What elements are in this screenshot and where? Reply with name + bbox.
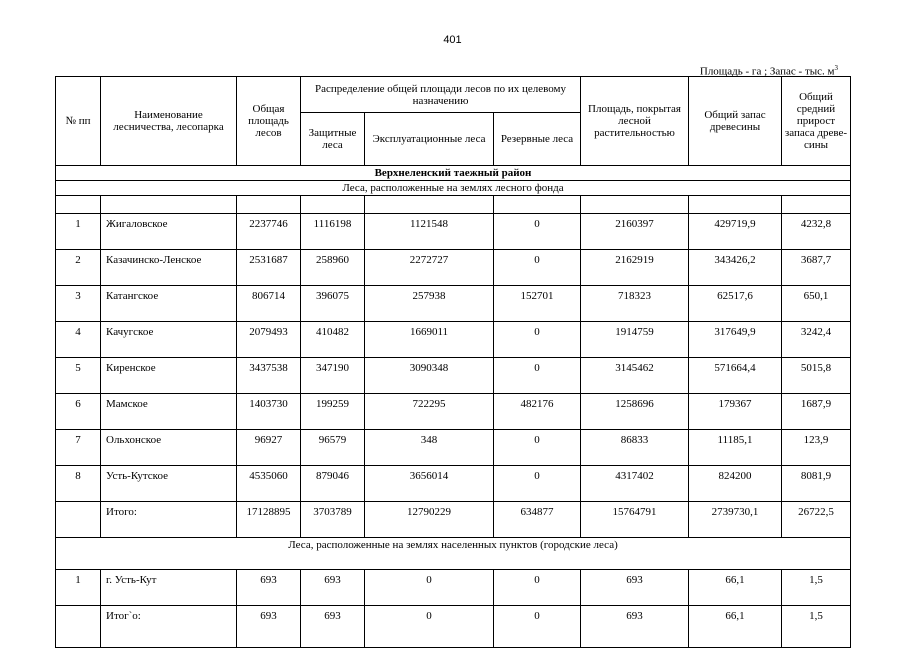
total-row [56,502,851,538]
units-superscript: 3 [834,64,838,72]
cell-name: Итого: [101,502,237,538]
header-operational: Эксплуатационные леса [365,113,494,166]
cell-operational: 0 [365,570,494,606]
cell-forest-covered: 1258696 [581,394,689,430]
cell-total-area: 2531687 [237,250,301,286]
cell-name: Казачинско-Ленское [101,250,237,286]
cell-num [56,502,101,538]
cell-name: Качугское [101,322,237,358]
cell-total-area: 17128895 [237,502,301,538]
region-title [56,166,851,181]
cell-forest-covered: 693 [581,606,689,648]
cell-total-area: 3437538 [237,358,301,394]
cell-name: Киренское [101,358,237,394]
cell-operational: 3090348 [365,358,494,394]
cell-operational: 12790229 [365,502,494,538]
cell-growth: 26722,5 [782,502,851,538]
cell-total-stock: 66,1 [689,570,782,606]
cell-total-stock: 317649,9 [689,322,782,358]
cell-forest-covered: 86833 [581,430,689,466]
cell-reserve: 152701 [494,286,581,322]
cell-operational: 722295 [365,394,494,430]
cell-operational: 257938 [365,286,494,322]
cell-name: Ольхонское [101,430,237,466]
cell-forest-covered: 1914759 [581,322,689,358]
cell-total-stock: 179367 [689,394,782,430]
header-protective: Защитные леса [301,113,365,166]
table-row [56,286,851,322]
cell-growth: 650,1 [782,286,851,322]
table-header [56,77,851,166]
cell-operational: 348 [365,430,494,466]
cell-reserve: 0 [494,606,581,648]
cell-forest-covered: 2162919 [581,250,689,286]
cell-reserve: 0 [494,570,581,606]
cell-num: 1 [56,570,101,606]
cell-num: 2 [56,250,101,286]
header-total-area: Общая площадь лесов [237,77,301,166]
cell-growth: 8081,9 [782,466,851,502]
cell-growth: 3242,4 [782,322,851,358]
table-row [56,394,851,430]
section1-title: Леса, расположенные на землях лесного фонда [56,181,851,196]
cell-total-area: 96927 [237,430,301,466]
table-row [56,466,851,502]
cell-growth: 4232,8 [782,214,851,250]
header-distribution: Распределение общей площади лесов по их целевому назначению [301,77,581,113]
cell-operational: 1121548 [365,214,494,250]
cell-forest-covered: 718323 [581,286,689,322]
cell-total-stock: 2739730,1 [689,502,782,538]
cell-protective: 396075 [301,286,365,322]
cell-num: 6 [56,394,101,430]
cell-total-stock: 571664,4 [689,358,782,394]
header-num: № пп [56,77,101,166]
cell-growth: 1687,9 [782,394,851,430]
cell-num: 5 [56,358,101,394]
cell-reserve: 0 [494,466,581,502]
page-number: 401 [443,34,462,46]
cell-operational: 2272727 [365,250,494,286]
cell-protective: 258960 [301,250,365,286]
cell-num [56,606,101,648]
cell-name: Усть-Кутское [101,466,237,502]
cell-num: 4 [56,322,101,358]
table-body [56,166,851,648]
cell-name: Итог`о: [101,606,237,648]
cell-total-stock: 11185,1 [689,430,782,466]
cell-operational: 3656014 [365,466,494,502]
region-title-text: Верхнеленский таежный район [374,167,532,179]
cell-total-stock: 429719,9 [689,214,782,250]
table-row [56,214,851,250]
cell-total-area: 2237746 [237,214,301,250]
cell-operational: 0 [365,606,494,648]
cell-total-area: 693 [237,570,301,606]
cell-name: г. Усть-Кут [101,570,237,606]
cell-protective: 347190 [301,358,365,394]
cell-protective: 693 [301,606,365,648]
cell-total-area: 4535060 [237,466,301,502]
table-row [56,570,851,606]
cell-operational: 1669011 [365,322,494,358]
cell-num: 3 [56,286,101,322]
cell-protective: 1116198 [301,214,365,250]
header-forest-covered: Площадь, покрытая лесной растительностью [581,77,689,166]
table-row [56,430,851,466]
total-row [56,606,851,648]
cell-reserve: 634877 [494,502,581,538]
cell-reserve: 0 [494,322,581,358]
cell-name: Жигаловское [101,214,237,250]
units-text: Площадь - га ; Запас - тыс. м [699,65,835,78]
cell-num: 1 [56,214,101,250]
cell-num: 8 [56,466,101,502]
cell-growth: 1,5 [782,570,851,606]
header-growth: Общий средний прирост запаса древе-сины [782,77,851,166]
section2-title: Леса, расположенные на землях населенных пунктов (городские леса) [56,538,851,570]
header-total-stock: Общий запас древесины [689,77,782,166]
cell-name: Мамское [101,394,237,430]
header-name: Наименование лесничества, лесопарка [101,77,237,166]
cell-name: Катангское [101,286,237,322]
cell-forest-covered: 3145462 [581,358,689,394]
cell-total-area: 693 [237,606,301,648]
cell-protective: 410482 [301,322,365,358]
cell-total-stock: 343426,2 [689,250,782,286]
cell-forest-covered: 15764791 [581,502,689,538]
table-row [56,250,851,286]
cell-growth: 3687,7 [782,250,851,286]
cell-growth: 5015,8 [782,358,851,394]
cell-protective: 879046 [301,466,365,502]
cell-protective: 3703789 [301,502,365,538]
cell-reserve: 0 [494,358,581,394]
cell-total-area: 806714 [237,286,301,322]
header-reserve: Резервные леса [494,113,581,166]
cell-reserve: 482176 [494,394,581,430]
cell-protective: 96579 [301,430,365,466]
cell-growth: 1,5 [782,606,851,648]
cell-total-area: 1403730 [237,394,301,430]
cell-growth: 123,9 [782,430,851,466]
cell-reserve: 0 [494,430,581,466]
cell-total-stock: 62517,6 [689,286,782,322]
cell-reserve: 0 [494,214,581,250]
cell-total-stock: 824200 [689,466,782,502]
forest-table [55,76,851,648]
cell-total-stock: 66,1 [689,606,782,648]
cell-protective: 199259 [301,394,365,430]
cell-forest-covered: 693 [581,570,689,606]
cell-total-area: 2079493 [237,322,301,358]
cell-num: 7 [56,430,101,466]
cell-forest-covered: 2160397 [581,214,689,250]
cell-protective: 693 [301,570,365,606]
cell-reserve: 0 [494,250,581,286]
cell-forest-covered: 4317402 [581,466,689,502]
table-row [56,358,851,394]
table-row [56,322,851,358]
